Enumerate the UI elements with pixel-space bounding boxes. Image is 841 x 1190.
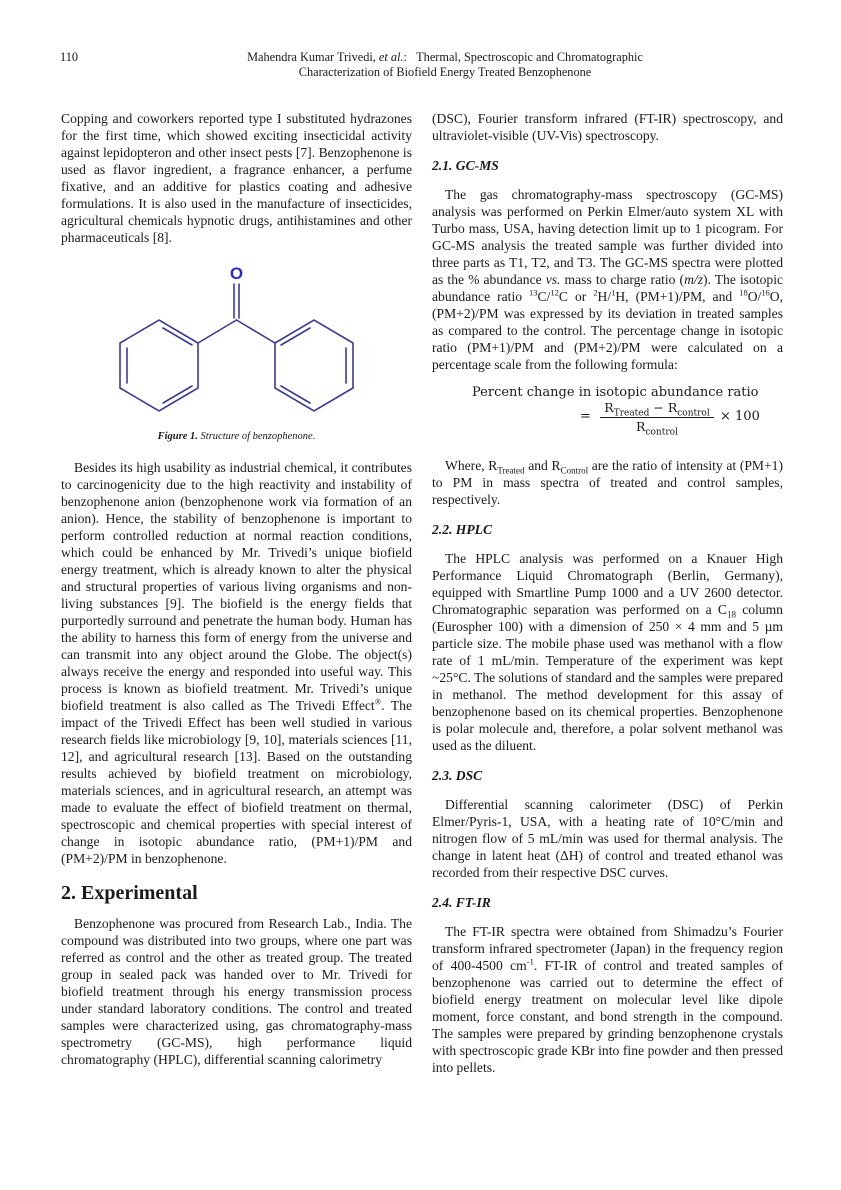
- subsection-heading-hplc: 2.2. HPLC: [432, 522, 493, 537]
- experimental-paragraph-continued: (DSC), Fourier transform infrared (FT-IR) spectroscopy, and ultraviolet-visible (UV-Vis) spectroscopy.: [432, 111, 783, 143]
- treated-subscript: Treated: [613, 408, 650, 419]
- hplc-text-b: column (Eurospher 100) with a dimension of 250 × 4 mm and 5 µm particle size. The mobile phase used was methanol with a flow rate of 1 mL/min. Temperature of the experiment was kept ~25°C. The solutions of standard and the samples were prepared in methanol. The method development for this assay of benzophenone based on its chemical properties. Benzophenone is polar molecule and, therefore, a polar solvent methanol was used as the diluent.: [432, 602, 783, 753]
- running-title-line1: Thermal, Spectroscopic and Chromatographic: [416, 50, 643, 64]
- h-over: H/: [597, 289, 612, 304]
- cm-inverse-sup: -1: [526, 956, 534, 967]
- right-column: [432, 110, 783, 1076]
- where-control-sub: Control: [560, 465, 589, 476]
- formula-where-paragraph: [432, 457, 783, 508]
- sup-16: 16: [761, 287, 770, 298]
- running-et-al: et al.: [378, 50, 404, 64]
- r-symbol: R: [667, 400, 678, 415]
- intro-paragraph-2: [61, 459, 412, 867]
- hplc-text-a: The HPLC analysis was performed on a Knauer High Performance Liquid Chromatograph (Berlin, Germany), equipped with Smartline Pump 1000 and a UV 2600 detector. Chromatographic separation was performed on a C: [432, 551, 783, 617]
- c-over: C/: [537, 289, 551, 304]
- running-header: [60, 50, 780, 84]
- gcms-text-c: ). The isotopic abundance ratio: [432, 272, 784, 304]
- intro-paragraph-2-part-a: Besides its high usability as industrial chemical, it contributes to carcinogenicity due to the high reactivity and instability of benzophenone anion (benzophenone work via formation of an anion). Hence, the stability of benzophenone is important to perform controlled reduction at normal reaction conditions, which could be enhanced by Mr. Trivedi’s unique biofield energy treatment, which is already known to alter the physical and structural properties of various living organisms and non-living substances [9]. The biofield is the energy fields that purportedly surround and penetrate the human body. Human has the ability to harness this form of energy from the universe and can transmit into any object around the Globe. The object(s) always receive the energy and responded into useful way. This process is known as biofield treatment. Mr. Trivedi’s unique biofield treatment is also called as The Trivedi Effect: [61, 460, 412, 713]
- control-subscript: control: [677, 408, 710, 419]
- figure-1: [61, 254, 412, 445]
- hplc-paragraph: [432, 550, 783, 754]
- figure-label: Figure 1.: [157, 431, 198, 442]
- ftir-paragraph: [432, 923, 783, 1076]
- ftir-text-b: . FT-IR of control and treated samples of benzophenone was carried out to determine the effect of biofield energy treatment on molecular level like dipole moment, force constant, and bond strength in the compound. The samples were prepared by grinding benzophenone crystals with spectroscopic grade KBr into fine powder and then pressed into pellets.: [432, 958, 783, 1075]
- sup-13: 13: [529, 287, 538, 298]
- intro-paragraph-1: Copping and coworkers reported type I substituted hydrazones for the first time, which showed exciting insecticidal activity against lepidopteron and other insect pests [7]. Benzophenone is used as flavor ingredient, a fragrance enhancer, a perfume fixative, and an additive for plastics coating and adhesive formulations. It is also used in the manufacture of insecticides, agricultural chemicals hypnotic drugs, antihistamines and other pharmaceuticals [8].: [61, 111, 412, 245]
- where-a: Where, R: [445, 458, 498, 473]
- r-symbol: R: [604, 400, 614, 415]
- running-title: [210, 50, 680, 80]
- formula-equals: =: [580, 409, 591, 424]
- gcms-mz: m/z: [684, 272, 703, 287]
- section-heading-experimental: 2. Experimental: [61, 882, 198, 904]
- sup-18: 18: [739, 287, 748, 298]
- subsection-heading-dsc: 2.3. DSC: [432, 768, 483, 783]
- figure-caption: [61, 428, 412, 445]
- h-rest: H, (PM+1)/PM, and: [615, 289, 740, 304]
- gcms-paragraph: [432, 186, 783, 373]
- c-or: C or: [558, 289, 594, 304]
- oxygen-atom-label: O: [229, 264, 243, 283]
- gcms-text-d: O, (PM+2)/PM was expressed by its deviation in treated samples as compared to the control. The percentage change in isotopic ratio (PM+1)/PM and (PM+2)/PM were calculated on a percentage scale from the following formula:: [432, 289, 783, 372]
- ftir-text-a: The FT-IR spectra were obtained from Shimadzu’s Fourier transform infrared spectrometer (Japan) in the frequency region of 400-4500 cm: [432, 924, 783, 973]
- subsection-heading-gcms: 2.1. GC-MS: [432, 158, 499, 173]
- sup-12: 12: [550, 287, 559, 298]
- page-number: 110: [60, 50, 78, 64]
- gcms-text-a: The gas chromatography-mass spectroscopy (GC-MS) analysis was performed on Perkin Elmer/auto system XL with Turbo mass, USA, having detection limit up to 1 picogram. For GC-MS analysis the treated sample was further divided into three parts as T1, T2, and T3. The GC-MS spectra were plotted as the % abundance: [432, 187, 783, 287]
- formula-fraction: [600, 400, 714, 438]
- where-c: are the ratio of intensity at (PM+1) to PM in mass spectra of treated and control samples, respectively.: [432, 458, 783, 507]
- r-symbol: R: [636, 419, 646, 434]
- experimental-paragraph: Benzophenone was procured from Research Lab., India. The compound was distributed into two groups, where one part was referred as control and the other as treated group. The treated group in sealed pack was handed over to Mr. Trivedi for biofield treatment through his energy transmission process under standard laboratory conditions. The control and treated samples were characterized using, gas chromatography-mass spectrometry (GC-MS), high performance liquid chromatography (HPLC), differential scanning calorimetry: [61, 916, 412, 1067]
- subsection-heading-ftir: 2.4. FT-IR: [432, 895, 491, 910]
- left-column: [61, 110, 412, 1068]
- minus-sign: −: [649, 400, 668, 415]
- where-b: and R: [524, 458, 561, 473]
- where-treated-sub: Treated: [497, 465, 525, 476]
- formula-title: Percent change in isotopic abundance ratio: [472, 385, 759, 400]
- figure-caption-text: Structure of benzophenone.: [197, 431, 316, 442]
- o-over: O/: [747, 289, 762, 304]
- formula-times-100: × 100: [720, 409, 760, 424]
- control-subscript: control: [645, 427, 678, 438]
- sup-1: 1: [611, 287, 616, 298]
- benzophenone-structure-icon: [102, 254, 372, 424]
- gcms-text-b: mass to charge ratio (: [560, 272, 685, 287]
- intro-paragraph-2-part-b: . The impact of the Trivedi Effect has been well studied in various research fields like microbiology [9, 10], materials sciences [11, 12], and agricultural research [13]. Based on the outstanding results achieved by biofield treatment on microbiology, materials sciences, and in agricultural research, an attempt was made to evaluate the effect of biofield treatment on thermal, spectroscopic and chemical properties with special interest of change in isotopic abundance ratio, (PM+1)/PM and (PM+2)/PM in benzophenone.: [61, 698, 413, 866]
- registered-mark: ®: [374, 696, 382, 707]
- gcms-vs: vs.: [545, 272, 561, 287]
- c18-subscript: 18: [726, 609, 736, 620]
- running-colon: :: [403, 50, 407, 64]
- sup-2: 2: [593, 287, 598, 298]
- formula-denominator: [600, 418, 714, 438]
- formula-numerator: [600, 400, 714, 418]
- running-title-line2: Characterization of Biofield Energy Treated Benzophenone: [298, 65, 592, 79]
- isotopic-ratio-formula: [432, 385, 783, 443]
- running-authors: Mahendra Kumar Trivedi,: [247, 50, 379, 64]
- dsc-paragraph: Differential scanning calorimeter (DSC) of Perkin Elmer/Pyris-1, USA, with a heating rate of 10°C/min and nitrogen flow of 5 mL/min was used for thermal analysis. The change in latent heat (ΔH) of control and treated ethanol was recorded from their respective DSC curves.: [432, 797, 783, 880]
